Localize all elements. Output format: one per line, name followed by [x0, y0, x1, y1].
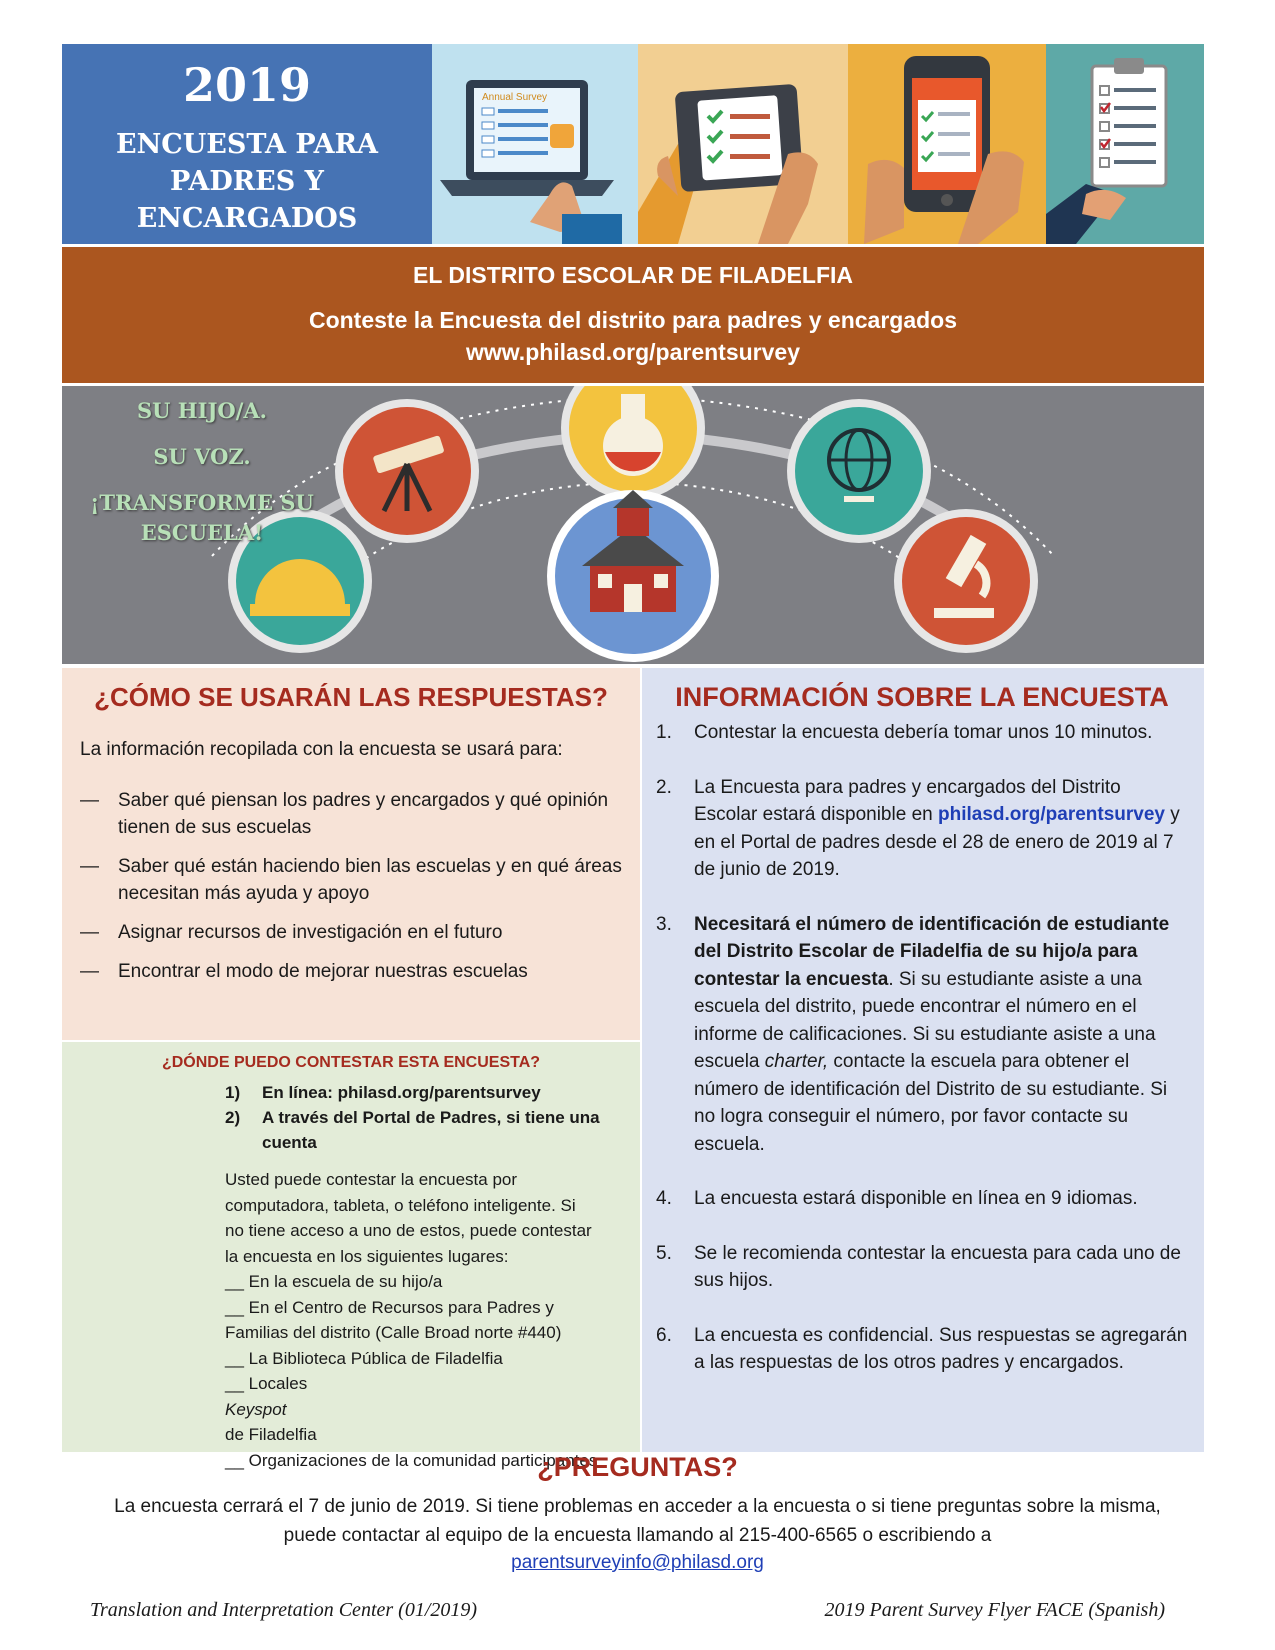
item-text: . Si su estudiante asiste a una escuela del distrito, puede encontrar el número en el informe de calificaciones. Si su estudiante asiste a una escuela	[694, 968, 1156, 1072]
place-item: __ Organizaciones de la comunidad participantes	[225, 1450, 598, 1470]
place-item: Familias del distrito (Calle Broad norte #440)	[225, 1323, 562, 1342]
list-item	[656, 911, 1188, 1159]
item-text: La encuesta estará disponible en línea en 9 idiomas.	[694, 1188, 1138, 1209]
slogan-line: ESCUELA!	[140, 520, 264, 545]
info-section	[642, 668, 1204, 1452]
questions-body: La encuesta cerrará el 7 de junio de 2019. Si tiene problemas en acceder a la encuesta o si tiene preguntas sobre la misma, puede contactar al equipo de la encuesta llamando al 215-400-6565 o escribiendo a	[114, 1496, 1161, 1546]
item-text: y en el Portal de padres desde el 28 de enero de 2019 al 7 de junio de 2019.	[694, 804, 1180, 880]
option-label: En línea	[262, 1083, 328, 1102]
survey-year: 2019	[182, 58, 312, 112]
info-heading: INFORMACIÓN SOBRE LA ENCUESTA	[675, 682, 1169, 712]
place-text: __ Locales	[225, 1374, 308, 1393]
item-text: La Encuesta para padres y encargados del Distrito Escolar estará disponible en	[694, 776, 1121, 825]
school-house-icon	[547, 490, 719, 662]
list-number: 4.	[656, 1188, 672, 1209]
survey-url[interactable]: www.philasd.org/parentsurvey	[465, 339, 800, 365]
survey-title: ENCUESTA PARA PADRES Y ENCARGADOS	[115, 129, 378, 234]
list-item	[225, 1080, 620, 1105]
clipboard-icon	[1046, 44, 1204, 244]
list-number: 2.	[656, 776, 672, 798]
answer-survey-line: Conteste la Encuesta del distrito para padres y encargados	[308, 307, 958, 333]
place-item: __ La Biblioteca Pública de Filadelfia	[225, 1348, 503, 1368]
place-keyspot: Keyspot	[225, 1399, 287, 1419]
slogan-line: SU VOZ.	[153, 444, 251, 469]
item-text: Se le recomienda contestar la encuesta para cada uno de sus hijos.	[694, 1242, 1181, 1291]
district-banner	[62, 247, 1204, 383]
list-item	[656, 1185, 1188, 1213]
list-item	[656, 1240, 1188, 1295]
item-text: La encuesta es confidencial. Sus respuestas se agregarán a las respuestas de los otros padres y encargados.	[694, 1324, 1188, 1373]
district-name: EL DISTRITO ESCOLAR DE FILADELFIA	[413, 262, 853, 288]
where-heading: ¿DÓNDE PUEDO CONTESTAR ESTA ENCUESTA?	[161, 1054, 541, 1071]
option-value: : philasd.org/parentsurvey	[327, 1083, 541, 1102]
laptop-survey-icon	[432, 44, 638, 244]
uses-list	[80, 787, 622, 985]
item-text-italic: charter,	[764, 1051, 829, 1072]
slogan-line: SU HIJO/A.	[137, 398, 267, 423]
globe-icon	[787, 399, 931, 543]
list-item	[656, 1322, 1188, 1377]
laptop-survey-label: Annual Survey	[482, 92, 548, 103]
uses-intro: La información recopilada con la encuesta se usará para:	[80, 739, 563, 760]
list-item: — Saber qué están haciendo bien las escuelas y en qué áreas necesitan más ayuda y apoyo	[80, 853, 622, 907]
footer-right: 2019 Parent Survey Flyer FACE (Spanish)	[824, 1599, 1165, 1621]
contact-email-link[interactable]: parentsurveyinfo@philasd.org	[511, 1552, 764, 1573]
body-line: Usted puede contestar la encuesta por	[225, 1170, 518, 1189]
questions-heading: ¿PREGUNTAS?	[537, 1452, 738, 1482]
option-label: A través del Portal de Padres, si tiene una cuenta	[262, 1108, 600, 1152]
where-body	[225, 1167, 620, 1473]
item-text-bold: Necesitará el número de identificación de estudiante del Distrito Escolar de Filadelfia de su hijo/a para contestar la encuesta	[694, 913, 1170, 990]
list-number: 1.	[656, 722, 672, 743]
list-number: 6.	[656, 1324, 672, 1346]
smartphone-checklist-icon	[848, 44, 1046, 244]
flask-icon	[561, 386, 705, 500]
where-options	[225, 1080, 620, 1155]
slogan	[62, 396, 342, 548]
slogan-line: ¡TRANSFORME SU	[90, 490, 314, 515]
place-item: __ En la escuela de su hijo/a	[225, 1272, 443, 1291]
survey-title-block	[62, 44, 432, 244]
item-text: Contestar la encuesta debería tomar unos 10 minutos.	[694, 722, 1153, 743]
info-list	[656, 719, 1188, 1377]
footer-left: Translation and Interpretation Center (01/2019)	[90, 1599, 478, 1621]
where-section	[62, 1042, 640, 1470]
survey-link[interactable]: philasd.org/parentsurvey	[937, 804, 1165, 825]
list-number: 5.	[656, 1242, 672, 1264]
illustration-banner	[62, 386, 1204, 664]
list-item	[656, 719, 1188, 747]
telescope-icon	[335, 399, 479, 543]
item-text: contacte la escuela para obtener el número de identificación del Distrito de su estudiante. Si no logra conseguir el número, por favor contacte su escuela.	[694, 1051, 1168, 1155]
place-text: de Filadelfia	[225, 1425, 317, 1444]
list-number: 3.	[656, 913, 672, 935]
uses-section	[62, 668, 640, 1040]
place-item	[225, 1371, 620, 1448]
list-item: — Saber qué piensan los padres y encargados y qué opinión tienen de sus escuelas	[80, 787, 622, 841]
list-item: — Asignar recursos de investigación en el futuro	[80, 919, 622, 946]
list-item	[225, 1105, 620, 1155]
microscope-icon	[894, 509, 1038, 653]
list-item	[656, 774, 1188, 884]
list-number: 1)	[225, 1083, 241, 1102]
list-number: 2)	[225, 1108, 241, 1127]
uses-heading: ¿CÓMO SE USARÁN LAS RESPUESTAS?	[94, 682, 608, 712]
place-item: __ En el Centro de Recursos para Padres y	[225, 1297, 554, 1317]
tablet-checklist-icon	[638, 44, 848, 244]
list-item: — Encontrar el modo de mejorar nuestras escuelas	[80, 958, 622, 985]
body-line: no tiene acceso a uno de estos, puede contestar	[225, 1221, 592, 1240]
body-line: computadora, tableta, o teléfono inteligente. Si	[225, 1195, 576, 1215]
body-line: la encuesta en los siguientes lugares:	[225, 1246, 509, 1266]
